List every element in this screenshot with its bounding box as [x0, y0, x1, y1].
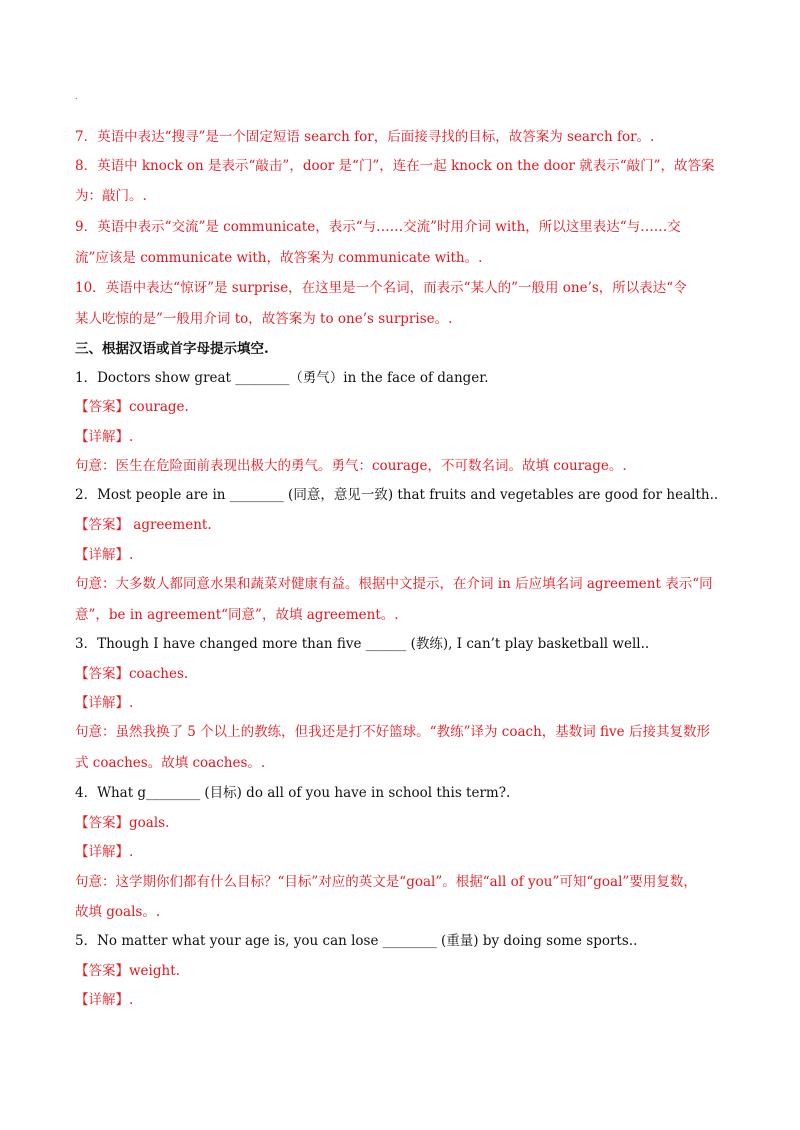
explanation-7: 7．英语中表达“搜寻”是一个固定短语 search for，后面接寻找的目标，故答案为 search for。. [75, 129, 655, 145]
question-4: 4．What g________ (目标) do all of you have in school this term?. [75, 785, 511, 801]
answer-1: 【答案】courage. [75, 399, 189, 415]
detail-label-1: 【详解】. [75, 429, 134, 445]
detail-label-3: 【详解】. [75, 695, 134, 711]
explanation-q2: 句意：大多数人都同意水果和蔬菜对健康有益。根据中文提示，在介词 in 后应填名词 agreement 表示“同 [75, 576, 713, 592]
answer-2: 【答案】 agreement. [75, 517, 212, 533]
question-1: 1．Doctors show great ________（勇气）in the face of danger. [75, 370, 489, 386]
explanation-q4-cont: 故填 goals。. [75, 904, 161, 920]
explanation-q3-cont: 式 coaches。故填 coaches。. [75, 755, 266, 771]
explanation-q1: 句意：医生在危险面前表现出极大的勇气。勇气：courage，不可数名词。故填 courage。. [75, 458, 627, 474]
page-mark: . [75, 92, 78, 101]
detail-label-4: 【详解】. [75, 844, 134, 860]
explanation-9: 9．英语中表示“交流”是 communicate，表示“与……交流”时用介词 with，所以这里表达“与……交 [75, 219, 681, 235]
answer-5: 【答案】weight. [75, 963, 180, 979]
question-2: 2．Most people are in ________ (同意，意见一致) that fruits and vegetables are good for health.. [75, 487, 719, 503]
detail-label-5: 【详解】. [75, 992, 134, 1008]
explanation-8-cont: 为：敲门。. [75, 188, 147, 204]
explanation-10-cont: 某人吃惊的是”一般用介词 to，故答案为 to one’s surprise。. [75, 311, 453, 327]
explanation-q3: 句意：虽然我换了 5 个以上的教练，但我还是打不好篮球。“教练”译为 coach，基数词 five 后接其复数形 [75, 724, 710, 740]
section-title: 三、根据汉语或首字母提示填空. [75, 341, 269, 357]
explanation-q2-cont: 意”，be in agreement“同意”，故填 agreement。. [75, 607, 399, 623]
detail-label-2: 【详解】. [75, 547, 134, 563]
explanation-9-cont: 流”应该是 communicate with，故答案为 communicate with。. [75, 250, 483, 266]
explanation-8: 8．英语中 knock on 是表示“敲击”，door 是“门”，连在一起 knock on the door 就表示“敲门”，故答案 [75, 158, 715, 174]
answer-3: 【答案】coaches. [75, 666, 189, 682]
explanation-q4: 句意：这学期你们都有什么目标？“目标”对应的英文是“goal”。根据“all of you”可知“goal”要用复数， [75, 874, 697, 890]
answer-4: 【答案】goals. [75, 815, 170, 831]
question-5: 5．No matter what your age is, you can lose ________ (重量) by doing some sports.. [75, 933, 638, 949]
question-3: 3．Though I have changed more than five ______ (教练), I can’t play basketball well.. [75, 636, 650, 652]
explanation-10: 10．英语中表达“惊讶”是 surprise，在这里是一个名词，而表示“某人的”一般用 one’s，所以表达“令 [75, 280, 687, 296]
